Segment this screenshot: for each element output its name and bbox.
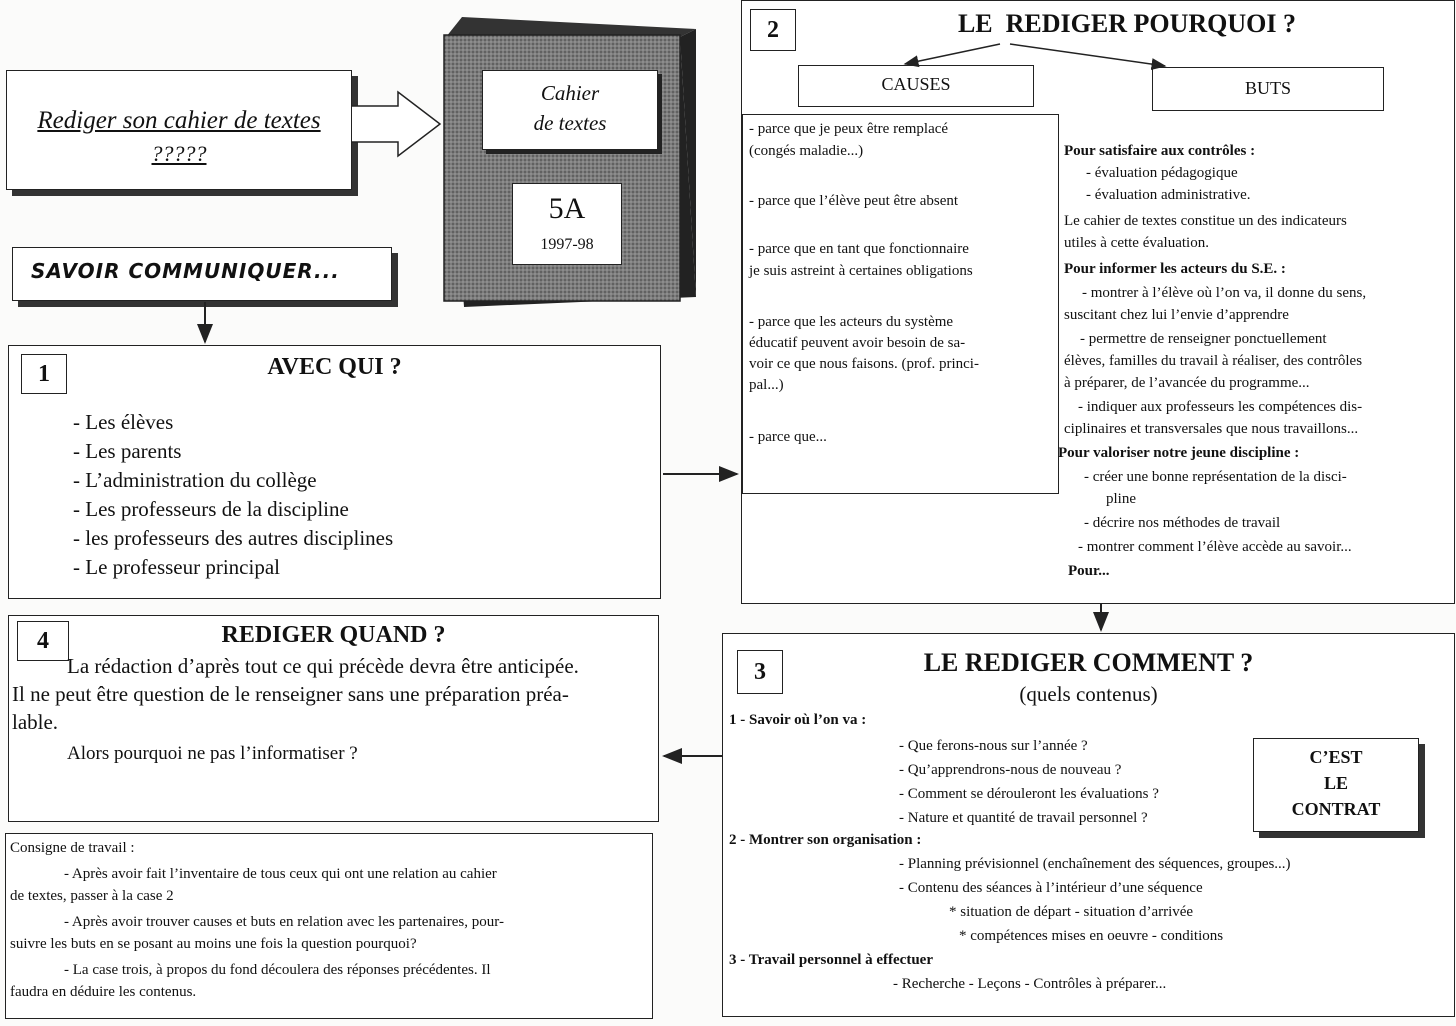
- consigne-lines-line: de textes, passer à la case 2: [10, 888, 174, 904]
- box-pourquoi: [741, 0, 1455, 604]
- box1-items-line: - Les élèves: [73, 410, 174, 434]
- contract-line1: C’EST: [1309, 747, 1363, 767]
- buts-label: BUTS: [1244, 78, 1291, 98]
- box1-number: 1: [21, 354, 67, 394]
- causes-list-line: pal...): [749, 377, 784, 393]
- buts-list-line: suscitant chez lui l’envie d’apprendre: [1064, 307, 1289, 323]
- box1-items-line: - Les professeurs de la discipline: [73, 497, 349, 521]
- contract-line3: CONTRAT: [1291, 799, 1381, 819]
- box1-items-line: - Le professeur principal: [73, 555, 280, 579]
- box1-title: AVEC QUI ?: [267, 354, 402, 380]
- buts-list-line: - montrer comment l’élève accède au savoir...: [1078, 539, 1352, 555]
- causes-label-box: [798, 65, 1034, 107]
- buts-list-line: - montrer à l’élève où l’on va, il donne du sens,: [1082, 285, 1367, 301]
- box-comment: [722, 633, 1455, 1017]
- buts-list-line: Le cahier de textes constitue un des indicateurs: [1064, 213, 1347, 229]
- contract-box: [1253, 738, 1419, 832]
- buts-list-line: - indiquer aux professeurs les compétences dis-: [1078, 399, 1363, 415]
- book-class: 5A: [548, 192, 586, 225]
- buts-list-line: Pour satisfaire aux contrôles :: [1064, 143, 1256, 159]
- consigne-box: [5, 833, 653, 1019]
- box3-lines-line: 2 - Montrer son organisation :: [729, 832, 922, 848]
- box3-lines-line: - Nature et quantité de travail personnel ?: [899, 810, 1148, 826]
- box3-lines-line: 3 - Travail personnel à effectuer: [729, 952, 933, 968]
- intro-box: [6, 70, 352, 190]
- box3-lines-line: 1 - Savoir où l’on va :: [729, 712, 867, 728]
- causes-list-line: voir ce que nous faisons. (prof. princi-: [749, 356, 979, 372]
- causes-list-line: - parce que...: [749, 429, 827, 445]
- contract-line2: LE: [1323, 773, 1348, 793]
- cahier-book: [440, 15, 700, 315]
- consigne-lines-line: Consigne de travail :: [10, 840, 135, 856]
- box-avec-qui: [8, 345, 661, 599]
- box3-title: LE REDIGER COMMENT ?: [923, 648, 1254, 677]
- buts-list-line: - créer une bonne représentation de la disci-: [1084, 469, 1347, 485]
- causes-list-line: - parce que je peux être remplacé: [749, 121, 949, 137]
- box3-number: 3: [737, 650, 783, 694]
- buts-list-line: - évaluation administrative.: [1086, 187, 1251, 203]
- box2-title: LE REDIGER POURQUOI ?: [957, 9, 1297, 38]
- consigne-lines-line: suivre les buts en se posant au moins une fois la question pourquoi?: [10, 936, 417, 952]
- box4-title: REDIGER QUAND ?: [221, 622, 446, 648]
- box4-number: 4: [17, 621, 69, 661]
- consigne-lines-line: faudra en déduire les contenus.: [10, 984, 197, 1000]
- box3-lines-line: - Planning prévisionnel (enchaînement des séquences, groupes...): [899, 856, 1291, 872]
- savoir-communiquer-label: SAVOIR COMMUNIQUER...: [31, 259, 340, 283]
- buts-list-line: Pour...: [1068, 563, 1110, 579]
- buts-list-line: à préparer, de l’avancée du programme...: [1064, 375, 1310, 391]
- causes-list-line: - parce que l’élève peut être absent: [749, 193, 959, 209]
- book-label-line1: Cahier: [540, 81, 600, 105]
- causes-label: CAUSES: [881, 74, 951, 94]
- causes-list-line: éducatif peuvent avoir besoin de sa-: [749, 335, 966, 351]
- box3-lines-line: - Que ferons-nous sur l’année ?: [899, 738, 1088, 754]
- box-quand: [8, 615, 659, 822]
- causes-list-line: (congés maladie...): [749, 143, 864, 159]
- causes-list-line: je suis astreint à certaines obligations: [749, 263, 973, 279]
- book-shape: [440, 15, 700, 315]
- box3-lines-line: - Comment se dérouleront les évaluations ?: [899, 786, 1159, 802]
- box4-line1: La rédaction d’après tout ce qui précède devra être anticipée.: [67, 654, 579, 678]
- consigne-lines-line: - Après avoir trouver causes et buts en relation avec les partenaires, pour-: [64, 914, 504, 930]
- book-title-label: [482, 70, 658, 150]
- causes-list-box: [742, 114, 1059, 494]
- buts-list-line: - évaluation pédagogique: [1086, 165, 1238, 181]
- buts-list-line: ciplinaires et transversales que nous travaillons...: [1064, 421, 1359, 437]
- box3-lines-line: - Recherche - Leçons - Contrôles à préparer...: [893, 976, 1167, 992]
- buts-list-line: Pour valoriser notre jeune discipline :: [1058, 445, 1300, 461]
- box3-lines-line: * situation de départ - situation d’arrivée: [949, 904, 1194, 920]
- buts-list-line: pline: [1106, 491, 1136, 507]
- box4-line3: lable.: [12, 710, 59, 734]
- intro-question-marks: ?????: [151, 141, 207, 166]
- buts-list-line: Pour informer les acteurs du S.E. :: [1064, 261, 1286, 277]
- book-year: 1997-98: [540, 236, 594, 253]
- box3-lines-line: - Qu’apprendrons-nous de nouveau ?: [899, 762, 1122, 778]
- box2-number: 2: [750, 9, 796, 51]
- box3-lines-line: - Contenu des séances à l’intérieur d’une séquence: [899, 880, 1203, 896]
- box1-items-line: - Les parents: [73, 439, 182, 463]
- box3-lines-line: * compétences mises en oeuvre - conditions: [959, 928, 1224, 944]
- box4-line4: Alors pourquoi ne pas l’informatiser ?: [67, 743, 358, 764]
- intro-title: Rediger son cahier de textes: [37, 107, 321, 134]
- consigne-lines-line: - Après avoir fait l’inventaire de tous ceux qui ont une relation au cahier: [64, 866, 497, 882]
- buts-label-box: [1152, 67, 1384, 111]
- hollow-arrow: [352, 92, 440, 156]
- box1-items-line: - L’administration du collège: [73, 468, 317, 492]
- buts-list-line: utiles à cette évaluation.: [1064, 235, 1209, 251]
- buts-list-line: - permettre de renseigner ponctuellement: [1080, 331, 1327, 347]
- consigne-lines-line: - La case trois, à propos du fond découlera des réponses précédentes. Il: [64, 962, 491, 978]
- box4-line2: Il ne peut être question de le renseigner sans une préparation préa-: [12, 682, 569, 706]
- buts-list-line: élèves, familles du travail à réaliser, des contrôles: [1064, 353, 1363, 369]
- book-class-label: [512, 183, 622, 265]
- book-label-line2: de textes: [533, 111, 607, 135]
- buts-list-line: - décrire nos méthodes de travail: [1084, 515, 1281, 531]
- box3-subtitle: (quels contenus): [1019, 682, 1158, 706]
- savoir-communiquer-box: [12, 247, 392, 301]
- causes-list-line: - parce que en tant que fonctionnaire: [749, 241, 969, 257]
- box1-items-line: - les professeurs des autres disciplines: [73, 526, 394, 550]
- causes-list-line: - parce que les acteurs du système: [749, 314, 954, 330]
